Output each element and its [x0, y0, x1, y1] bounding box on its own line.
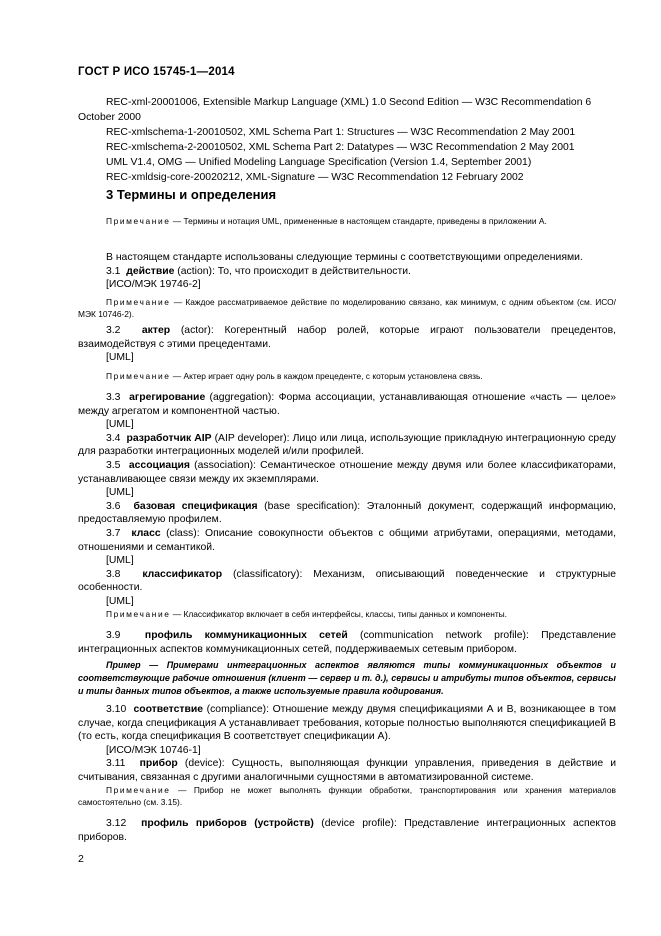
term-name: соответствие: [133, 704, 204, 715]
term-name: действие: [126, 265, 175, 277]
term-source: [UML]: [106, 555, 134, 567]
term-3-9: 3.9 профиль коммуникационных сетей (communication network profile): Представление интеграционных аспектов коммуникационных сетей, поддерживаемых сетевым прибором.: [78, 630, 616, 655]
note-label: Примечание: [106, 216, 171, 226]
term-name: профиль коммуникационных сетей: [144, 630, 348, 641]
reference-item: REC-xmlschema-1-20010502, XML Schema Part 1: Structures — W3C Recommendation 2 May 2001: [106, 127, 576, 138]
term-name: ассоциация: [128, 459, 190, 471]
term-3-10: 3.10 соответствие (compliance): Отношение между двумя спецификациями А и В, возникающее в том случае, когда спецификация А устанавливает требования, которые полностью выполняются спецификацией В (то есть, когда спецификация В соответствует спецификации А).: [78, 704, 616, 743]
term-source: [UML]: [106, 487, 134, 499]
term-3-8: 3.8 классификатор (classificatory): Механизм, описывающий поведенческие и структурные особенности.: [78, 568, 616, 594]
reference-item: REC-xmlschema-2-20010502, XML Schema Part 2: Datatypes — W3C Recommendation 2 May 2001: [106, 142, 575, 153]
term-name: класс: [131, 527, 161, 539]
term-3-11: 3.11 прибор (device): Сущность, выполняющая функции управления, приведения в действие и считывания, связанная с другими аналогичными сущностями в автоматизированной системе.: [78, 758, 616, 783]
term-source: [ИСО/МЭК 19746-2]: [106, 279, 201, 291]
term-name: профиль приборов (устройств): [141, 818, 314, 829]
normative-references: [78, 95, 620, 185]
term-3-6: 3.6 базовая спецификация (base specification): Эталонный документ, содержащий информацию, предоставляемую профилем.: [78, 500, 616, 526]
term-3-5: 3.5 ассоциация (association): Семантическое отношение между двумя или более классификаторами, устанавливающее связи между их экземплярами.: [78, 459, 616, 485]
term-3-1: 3.1 действие (action): То, что происходит в действительности.: [106, 265, 411, 277]
term-source: [UML]: [106, 419, 134, 431]
term-name: прибор: [139, 758, 178, 770]
term-name: актер: [141, 325, 171, 336]
note-text: — Термины и нотация UML, примененные в настоящем стандарте, приведены в приложении А.: [170, 216, 547, 226]
intro-text: В настоящем стандарте использованы следующие термины с соответствующими определениями.: [106, 252, 583, 263]
term-block: [78, 629, 616, 656]
example-text: Пример — Примерами интеграционных аспектов являются типы коммуникационных объектов и соответствующие рабочие отношения (клиент — сервер и т. д.), сервисы и атрибуты типов объектов, сервисы и типы данных типов объектов, а также используемые правила кодирования.: [78, 660, 616, 696]
term-3-12: 3.12 профиль приборов (устройств) (device profile): Представление интеграционных аспектов приборов.: [78, 818, 616, 843]
term-source: [ИСО/МЭК 10746-1]: [106, 744, 201, 756]
term-block: [78, 324, 616, 365]
term-3-4: 3.4 разработчик AIP (AIP developer): Лицо или лица, использующие прикладную интеграционную среду для разработки интеграционных моделей и/или профилей.: [78, 432, 616, 458]
note-1: [78, 215, 616, 227]
term-name: разработчик AIP: [126, 432, 212, 444]
reference-item: REC-xml-20001006, Extensible Markup Language (XML) 1.0 Second Edition — W3C Recommendation 6 October 2000: [78, 97, 592, 123]
note-2: Примечание — Каждое рассматриваемое действие по моделированию связано, как минимум, с одним объектом (см. ИСО/МЭК 10746-2).: [78, 297, 616, 319]
note-3: Примечание — Актер играет одну роль в каждом прецеденте, с которым установлена связь.: [106, 371, 483, 381]
term-name: агрегирование: [129, 392, 206, 403]
reference-item: REC-xmldsig-core-20020212, XML-Signature — W3C Recommendation 12 February 2002: [106, 172, 524, 183]
term-name: базовая спецификация: [133, 500, 258, 512]
note-5: Примечание — Прибор не может выполнять функции обработки, транспортирования или хранения материалов самостоятельно (см. 3.15).: [78, 785, 616, 807]
document-header: ГОСТ Р ИСО 15745-1—2014: [78, 66, 235, 78]
term-name: классификатор: [142, 568, 223, 580]
note-4: Примечание — Классификатор включает в себя интерфейсы, классы, типы данных и компоненты.: [106, 609, 508, 619]
term-source: [UML]: [106, 352, 134, 364]
term-3-2: 3.2 актер (actor): Когерентный набор ролей, которые играют пользователи прецедентов, взаимодействуя с этими прецедентами.: [78, 325, 616, 350]
term-3-7: 3.7 класс (class): Описание совокупности объектов с общими атрибутами, операциями, методами, отношениями и семантикой.: [78, 527, 617, 553]
term-block: [78, 391, 616, 609]
page-number: 2: [78, 853, 84, 865]
term-source: [UML]: [106, 595, 134, 607]
term-3-3: 3.3 агрегирование (aggregation): Форма ассоциации, устанавливающая отношение «часть — целое» между агрегатом и компонентной частью.: [78, 392, 616, 417]
section-title: 3 Термины и определения: [106, 187, 277, 202]
term-block: [78, 817, 616, 844]
term-block: [78, 703, 616, 785]
example-block: [78, 659, 616, 698]
term-block: [78, 251, 616, 292]
reference-item: UML V1.4, OMG — Unified Modeling Language Specification (Version 1.4, September 2001): [106, 157, 532, 168]
